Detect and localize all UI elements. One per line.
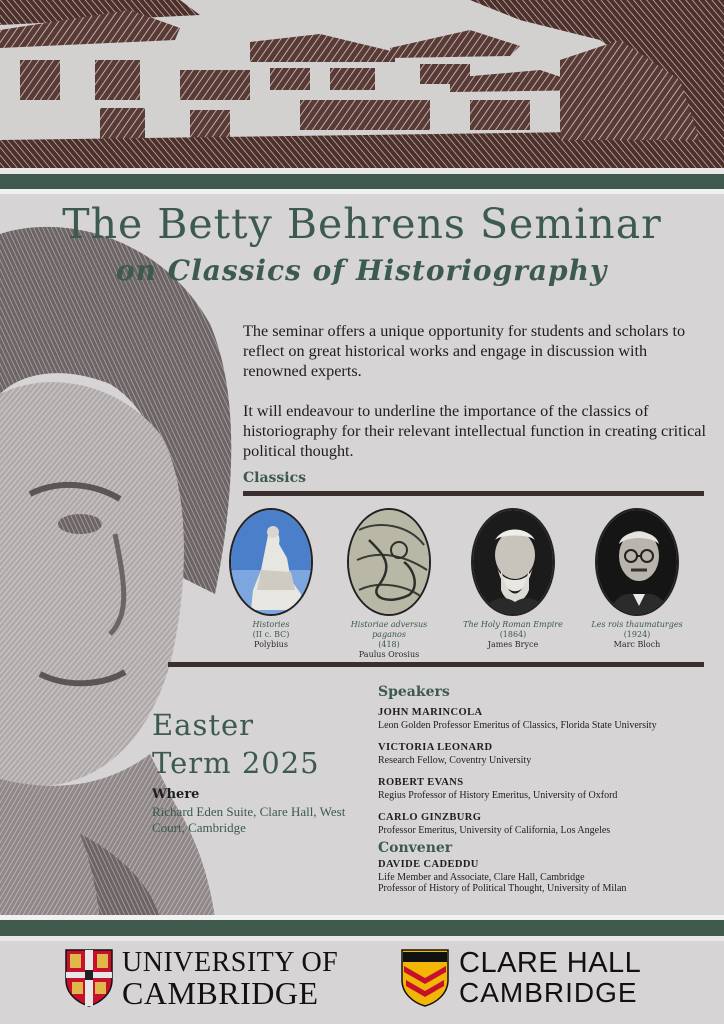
top-band-green [0, 174, 724, 189]
classic-author: Polybius [254, 640, 288, 649]
classic-year: (1864) [499, 630, 527, 639]
convener-entry [378, 859, 626, 894]
speaker-entry [378, 777, 617, 801]
classic-year: (II c. BC) [252, 630, 290, 639]
seminar-title: The Betty Behrens Seminar [62, 200, 662, 248]
manuscript-image [347, 508, 431, 616]
logo-text: CAMBRIDGE [459, 977, 638, 1008]
divider-rule [168, 662, 704, 667]
intro-paragraph: The seminar offers a unique opportunity for students and scholars to reflect on great historical works and engage in discussion with renowned experts. [243, 322, 686, 380]
classic-year: (1924) [623, 630, 651, 639]
speaker-entry [378, 812, 610, 836]
where-label: Where [152, 787, 200, 802]
speaker-entry [378, 742, 531, 766]
divider-rule [243, 491, 704, 496]
speaker-name: ROBERT EVANS [378, 777, 464, 788]
portrait-image [595, 508, 679, 616]
classic-item [582, 508, 692, 650]
logo-text: CAMBRIDGE [122, 975, 319, 1011]
classic-author: James Bryce [487, 640, 539, 649]
classic-title: Histories [252, 620, 290, 629]
classic-author: Paulus Orosius [358, 650, 420, 659]
speaker-name: JOHN MARINCOLA [378, 707, 483, 718]
classic-title: Historiae adversus paganos [350, 620, 428, 639]
classics-heading: Classics [243, 470, 307, 486]
term-line: Easter [152, 708, 255, 742]
convener-role: Life Member and Associate, Clare Hall, Cambridge [378, 872, 585, 883]
speaker-name: CARLO GINZBURG [378, 812, 482, 823]
term-line: Term 2025 [152, 746, 320, 780]
intro-paragraph: It will endeavour to underline the importance of the classics of historiography for their relevant intellectual function in creating critical political thought. [243, 402, 706, 460]
where-value: Richard Eden Suite, Clare Hall, West Court, Cambridge [152, 804, 346, 835]
classic-title: Les rois thaumaturges [591, 620, 683, 629]
university-of-cambridge-logo [64, 948, 364, 1010]
classic-author: Marc Bloch [613, 640, 661, 649]
speaker-role: Leon Golden Professor Emeritus of Classics, Florida State University [378, 720, 657, 731]
convener-role: Professor of History of Political Thought, University of Milan [378, 883, 627, 894]
bottom-band-green [0, 920, 724, 936]
speakers-heading: Speakers [378, 684, 450, 700]
classic-item [216, 508, 326, 650]
classic-year: (418) [378, 640, 400, 649]
speaker-role: Professor Emeritus, University of California, Los Angeles [378, 825, 611, 836]
classic-item [334, 508, 444, 660]
seminar-subtitle: on Classics of Historiography [116, 254, 608, 287]
logo-text: CLARE HALL [459, 947, 642, 979]
speaker-entry [378, 707, 657, 731]
bottom-band-light [0, 936, 724, 941]
portrait-image [471, 508, 555, 616]
classic-title: The Holy Roman Empire [463, 620, 563, 629]
clare-hall-logo [400, 948, 680, 1010]
speaker-role: Research Fellow, Coventry University [378, 755, 532, 766]
convener-heading: Convener [378, 840, 453, 856]
logo-text: UNIVERSITY OF [122, 947, 339, 978]
speaker-name: VICTORIA LEONARD [378, 742, 493, 753]
convener-name: DAVIDE CADEDDU [378, 859, 479, 870]
classic-item [458, 508, 568, 650]
clare-hall-crest-icon [400, 948, 450, 1008]
statue-image [229, 508, 313, 616]
speaker-role: Regius Professor of History Emeritus, University of Oxford [378, 790, 618, 801]
intro-text [243, 321, 713, 481]
term-heading [152, 706, 320, 782]
hero-building-sketch [0, 0, 724, 168]
cambridge-crest-icon [64, 948, 114, 1008]
